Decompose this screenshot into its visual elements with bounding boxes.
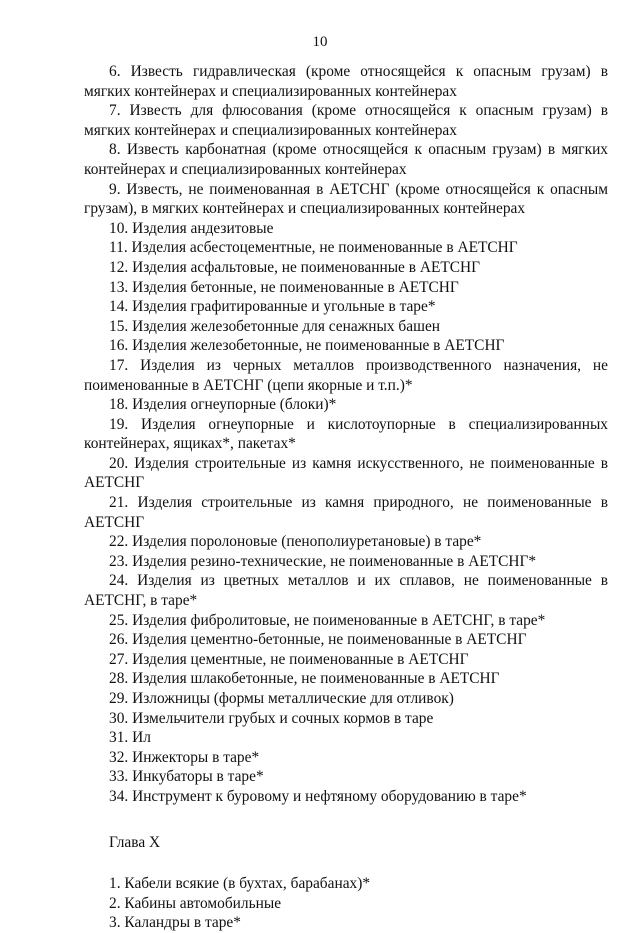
list-item: 21. Изделия строительные из камня природного, не поименованные в АЕТСНГ (84, 494, 608, 531)
list-item: 10. Изделия андезитовые (109, 219, 274, 237)
list-item: 6. Известь гидравлическая (кроме относящейся к опасным грузам) в мягких контейнерах и специализированных контейнерах (84, 63, 608, 100)
list-item: 7. Известь для флюсования (кроме относящейся к опасным грузам) в мягких контейнерах и специализированных контейнерах (84, 102, 608, 139)
list-item: 20. Изделия строительные из камня искусственного, не поименованные в АЕТСНГ (84, 454, 608, 492)
list-item: 28. Изделия шлакобетонные, не поименованные в АЕТСНГ (109, 670, 500, 688)
list-item: 22. Изделия поролоновые (пенополиуретановые) в таре* (109, 533, 482, 551)
list-item: 29. Изложницы (формы металлические для отливок) (109, 690, 454, 707)
list-item: 32. Инжекторы в таре* (109, 748, 260, 766)
list-item: 24. Изделия из цветных металлов и их сплавов, не поименованные в АЕТСНГ, в таре* (84, 572, 608, 610)
list-item: 23. Изделия резино-технические, не поименованные в АЕТСНГ* (109, 552, 537, 570)
list-item: 15. Изделия железобетонные для сенажных башен (109, 317, 441, 335)
chapter-heading: Глава X (109, 833, 161, 851)
document-body (84, 62, 608, 933)
list-item: 31. Ил (109, 729, 151, 747)
list-item: 14. Изделия графитированные и угольные в таре* (109, 298, 436, 316)
chapter-list-item: 3. Каландры в таре* (109, 914, 241, 932)
chapter-list-item: 1. Кабели всякие (в бухтах, барабанах)* (109, 875, 371, 893)
list-item: 19. Изделия огнеупорные и кислотоупорные в специализированных контейнерах, ящиках*, пакетах* (84, 415, 608, 453)
list-item: 11. Изделия асбестоцементные, не поименованные в АЕТСНГ (109, 239, 518, 257)
page-number: 10 (312, 34, 328, 50)
list-item: 18. Изделия огнеупорные (блоки)* (109, 396, 337, 414)
list-item: 17. Изделия из черных металлов производственного назначения, не поименованные в АЕТСНГ (цепи якорные и т.п.)* (84, 356, 608, 394)
list-item: 26. Изделия цементно-бетонные, не поименованные в АЕТСНГ (109, 631, 527, 649)
chapter-list-item: 2. Кабины автомобильные (109, 894, 282, 912)
list-item: 25. Изделия фибролитовые, не поименованные в АЕТСНГ, в таре* (109, 611, 546, 629)
list-item: 13. Изделия бетонные, не поименованные в АЕТСНГ (109, 278, 459, 296)
list-item: 27. Изделия цементные, не поименованные в АЕТСНГ (109, 650, 469, 668)
list-item: 12. Изделия асфальтовые, не поименованные в АЕТСНГ (109, 258, 481, 276)
list-item: 33. Инкубаторы в таре* (109, 768, 264, 786)
list-item: 9. Известь, не поименованная в АЕТСНГ (кроме относящейся к опасным грузам), в мягких контейнерах и специализированных контейнерах (84, 180, 608, 218)
list-item: 16. Изделия железобетонные, не поименованные в АЕТСНГ (109, 337, 505, 355)
list-item: 34. Инструмент к буровому и нефтяному оборудованию в таре* (109, 787, 527, 805)
list-item: 8. Известь карбонатная (кроме относящейся к опасным грузам) в мягких контейнерах и специализированных контейнерах (84, 141, 608, 178)
list-item: 30. Измельчители грубых и сочных кормов в таре (109, 709, 434, 727)
